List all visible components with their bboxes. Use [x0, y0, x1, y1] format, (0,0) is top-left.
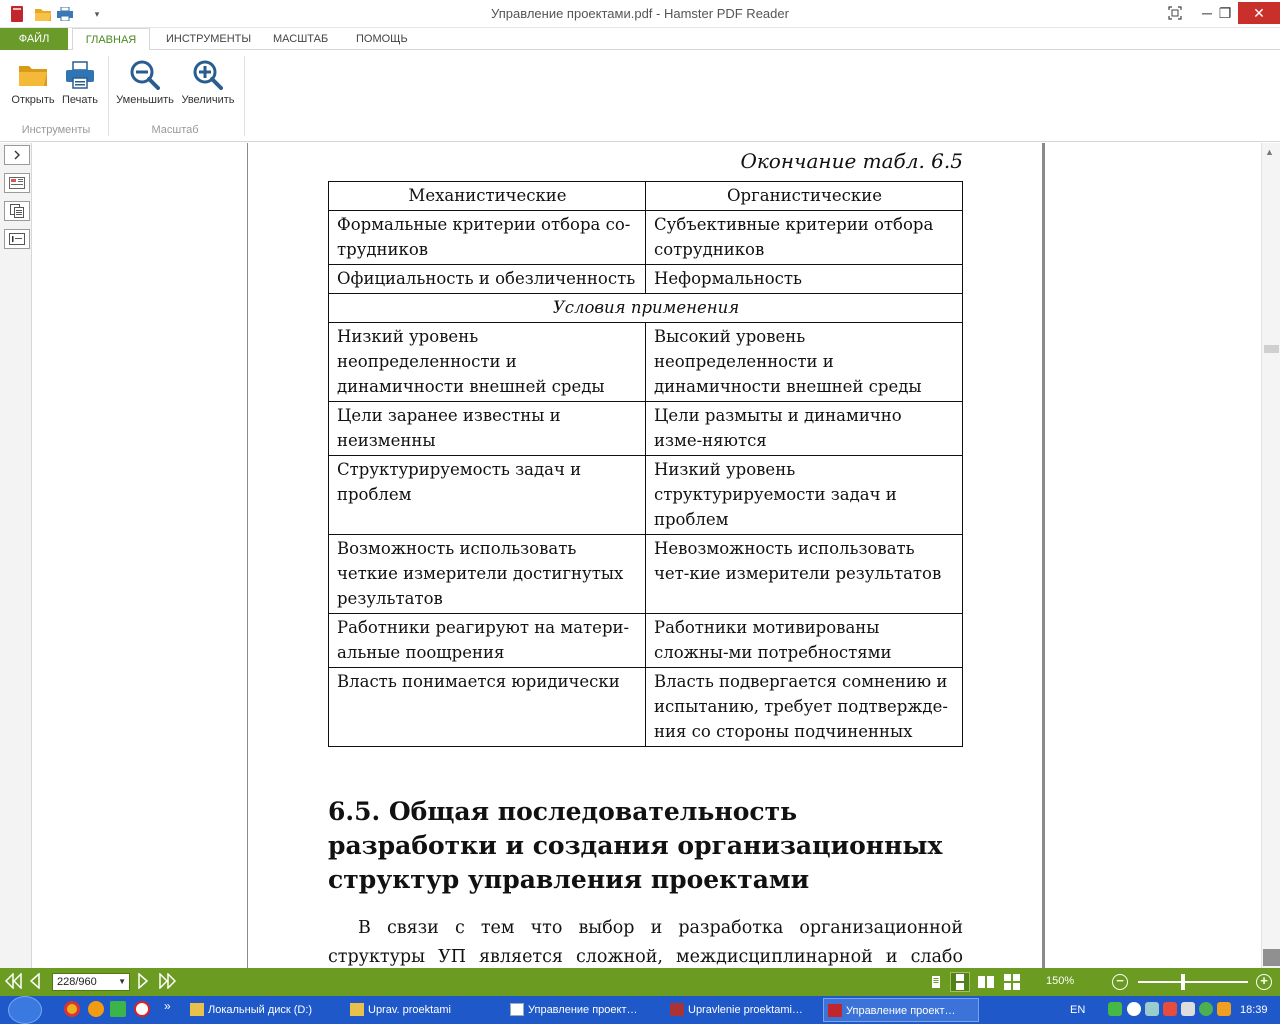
table-row — [329, 211, 963, 265]
zoom-out-icon — [112, 58, 178, 92]
thumbnails-icon — [9, 177, 25, 189]
pdf-icon — [828, 1004, 842, 1017]
page-number-input[interactable] — [52, 973, 130, 991]
single-page-icon — [931, 975, 941, 989]
pages-icon — [10, 204, 24, 218]
tray-flag-icon[interactable] — [1163, 1002, 1177, 1016]
continuous-facing-icon — [1004, 974, 1020, 990]
group-divider — [108, 56, 109, 136]
tab-file[interactable]: ФАЙЛ — [0, 28, 68, 50]
tray-app-icon[interactable] — [1108, 1002, 1122, 1016]
print-label: Печать — [61, 94, 99, 106]
minimize-button[interactable]: ─ — [1202, 5, 1212, 21]
vertical-scrollbar[interactable] — [1261, 143, 1280, 968]
open-button[interactable] — [8, 58, 58, 114]
fullscreen-icon — [1168, 6, 1182, 20]
zoom-out-small-button[interactable]: − — [1112, 974, 1128, 990]
table-cell: Цели размыты и динамично изме-няются — [646, 402, 963, 456]
table-caption: Окончание табл. 6.5 — [740, 149, 963, 173]
tab-help[interactable]: ПОМОЩЬ — [356, 33, 408, 45]
document-viewport[interactable] — [32, 143, 1261, 968]
table-cell: Цели заранее известны и неизменны — [329, 402, 646, 456]
scroll-down-button[interactable] — [1263, 949, 1280, 966]
single-page-view-button[interactable] — [926, 972, 946, 992]
zoom-slider[interactable] — [1138, 981, 1248, 983]
previous-page-icon[interactable] — [29, 973, 41, 994]
table-row — [329, 614, 963, 668]
archive-icon — [670, 1003, 684, 1016]
side-panel — [0, 143, 32, 968]
ribbon-panel — [0, 50, 1280, 142]
tray-check-icon[interactable] — [1127, 1002, 1141, 1016]
open-label: Открыть — [11, 94, 55, 106]
zoom-slider-handle[interactable] — [1181, 974, 1185, 990]
last-page-icon[interactable] — [159, 973, 177, 994]
group-label-tools: Инструменты — [21, 124, 91, 136]
folder-icon — [190, 1003, 204, 1016]
title-bar — [0, 0, 1280, 28]
fullscreen-button[interactable] — [1158, 0, 1192, 26]
folder-icon — [350, 1003, 364, 1016]
downloader-icon[interactable] — [110, 1001, 126, 1017]
taskbar-overflow[interactable]: » — [164, 999, 171, 1013]
yandex-browser-icon[interactable] — [134, 1001, 150, 1017]
taskbar-item-winrar[interactable]: Upravlenie proektami… — [666, 998, 821, 1022]
close-button[interactable]: ✕ — [1238, 2, 1280, 24]
pdf-page — [247, 143, 1045, 968]
language-indicator[interactable]: EN — [1070, 1004, 1086, 1016]
continuous-view-button[interactable] — [950, 972, 970, 992]
continuous-facing-view-button[interactable] — [1002, 972, 1022, 992]
zoom-out-label: Уменьшить — [116, 94, 174, 106]
comparison-table — [328, 181, 963, 747]
table-header-row — [329, 182, 963, 211]
table-cell: Возможность использовать четкие измерители достигнутых результатов — [329, 535, 646, 614]
first-page-icon[interactable] — [4, 973, 22, 994]
tab-scale[interactable]: МАСШТАБ — [273, 33, 329, 45]
table-subheader: Условия применения — [329, 294, 963, 323]
table-header: Механистические — [329, 182, 646, 211]
mail-icon[interactable] — [88, 1001, 104, 1017]
taskbar-item-pdf-reader[interactable]: Управление проект… — [823, 998, 979, 1022]
table-cell: Высокий уровень неопределенности и динамичности внешней среды — [646, 323, 963, 402]
chevron-right-icon — [12, 150, 22, 160]
table-row — [329, 668, 963, 747]
body-paragraph: В связи с тем что выбор и разработка организационной структуры УП является сложной, междисциплинарной и слабо — [328, 918, 963, 967]
table-row — [329, 265, 963, 294]
zoom-in-icon — [178, 58, 238, 92]
tray-network-icon[interactable] — [1145, 1002, 1159, 1016]
table-cell: Власть подвергается сомнению и испытанию, требует подтвержде-ния со стороны подчиненных — [646, 668, 963, 747]
table-cell: Структурируемость задач и проблем — [329, 456, 646, 535]
table-cell: Неформальность — [646, 265, 963, 294]
status-bar — [0, 968, 1280, 996]
tray-info-icon[interactable] — [1199, 1002, 1213, 1016]
zoom-out-button[interactable] — [112, 58, 178, 114]
bookmarks-icon — [9, 233, 25, 245]
thumbnails-button[interactable] — [4, 173, 30, 193]
volume-icon[interactable] — [1181, 1002, 1195, 1016]
chevron-down-icon[interactable]: ▼ — [118, 977, 126, 986]
scrollbar-thumb[interactable] — [1264, 345, 1279, 353]
ribbon-tabs — [0, 28, 1280, 50]
table-cell: Невозможность использовать чет-кие измерители результатов — [646, 535, 963, 614]
table-row — [329, 456, 963, 535]
group-label-scale: Масштаб — [151, 124, 199, 136]
table-cell: Работники реагируют на матери-альные поощрения — [329, 614, 646, 668]
table-cell: Официальность и обезличенность — [329, 265, 646, 294]
page-indicator: 228/960 — [57, 976, 97, 988]
table-cell: Работники мотивированы сложны-ми потребностями — [646, 614, 963, 668]
folder-icon — [8, 58, 58, 92]
zoom-in-small-button[interactable]: + — [1256, 974, 1272, 990]
expand-sidebar-button[interactable] — [4, 145, 30, 165]
table-cell: Субъективные критерии отбора сотрудников — [646, 211, 963, 265]
clock[interactable]: 18:39 — [1240, 1004, 1268, 1016]
group-divider — [244, 56, 245, 136]
tray-power-icon[interactable] — [1217, 1002, 1231, 1016]
next-page-icon[interactable] — [137, 973, 149, 994]
table-cell: Формальные критерии отбора со-трудников — [329, 211, 646, 265]
maximize-button[interactable]: ❐ — [1218, 4, 1232, 21]
section-heading: 6.5. Общая последовательность разработки и создания организационных структур управления проектами — [328, 797, 943, 894]
table-cell: Власть понимается юридически — [329, 668, 646, 747]
facing-pages-icon — [978, 976, 994, 988]
zoom-level: 150% — [1046, 975, 1075, 987]
document-icon — [510, 1003, 524, 1016]
scroll-up-icon[interactable]: ▲ — [1265, 147, 1274, 157]
taskbar-item-local-disk[interactable]: Локальный диск (D:) — [186, 998, 341, 1022]
windows-taskbar — [0, 996, 1280, 1024]
tab-home[interactable]: ГЛАВНАЯ — [72, 28, 150, 51]
table-cell: Низкий уровень структурируемости задач и проблем — [646, 456, 963, 535]
printer-icon — [58, 58, 102, 92]
zoom-in-label: Увеличить — [181, 94, 235, 106]
customize-quick-access-icon[interactable]: ▾ — [94, 8, 100, 19]
facing-view-button[interactable] — [976, 972, 996, 992]
taskbar-item-uprav-folder[interactable]: Uprav. proektami — [346, 998, 501, 1022]
table-row — [329, 535, 963, 614]
print-button[interactable] — [58, 58, 102, 114]
table-cell: Низкий уровень неопределенности и динамичности внешней среды — [329, 323, 646, 402]
table-row — [329, 402, 963, 456]
start-button[interactable] — [8, 996, 42, 1024]
taskbar-item-word-doc[interactable]: Управление проект… — [506, 998, 661, 1022]
bookmarks-button[interactable] — [4, 229, 30, 249]
tab-tools[interactable]: ИНСТРУМЕНТЫ — [166, 33, 252, 45]
chrome-icon[interactable] — [64, 1001, 80, 1017]
table-row — [329, 323, 963, 402]
table-subheader-row — [329, 294, 963, 323]
pages-button[interactable] — [4, 201, 30, 221]
table-header: Органистические — [646, 182, 963, 211]
window-title: Управление проектами.pdf - Hamster PDF Reader — [491, 6, 789, 21]
zoom-in-button[interactable] — [178, 58, 238, 114]
continuous-page-icon — [955, 974, 965, 990]
